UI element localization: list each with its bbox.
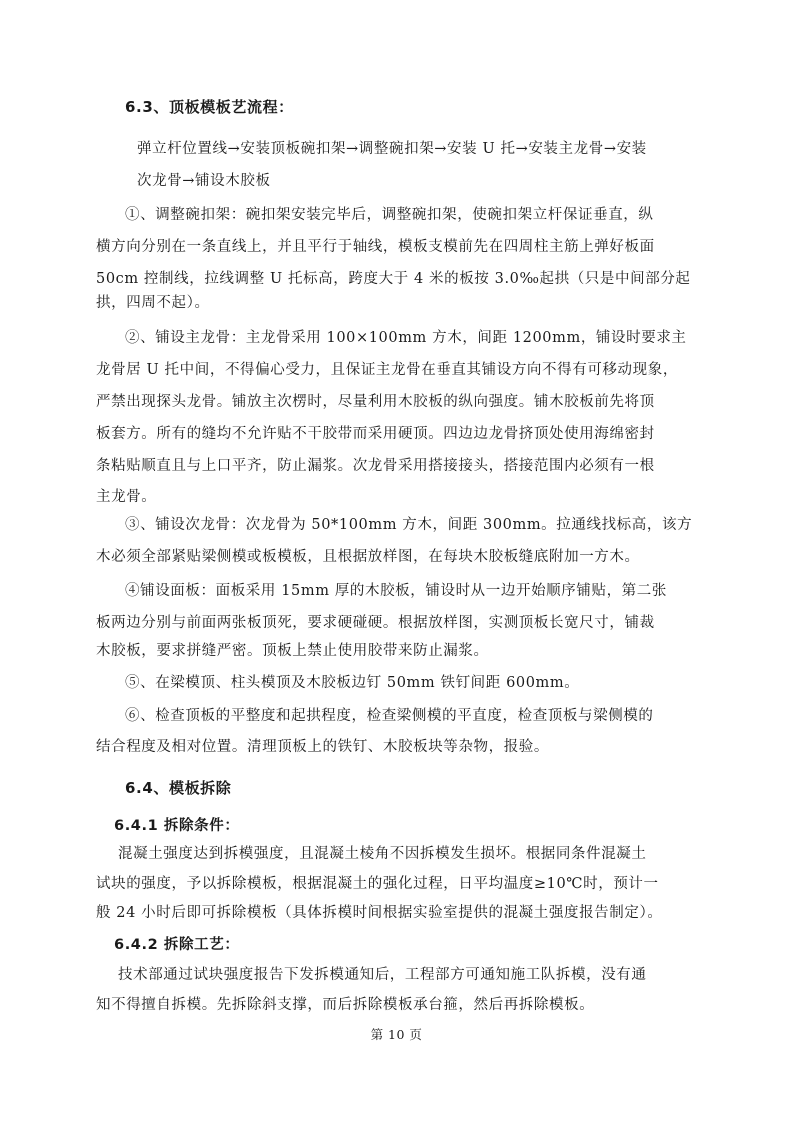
paragraph-2-line-2: 龙骨居 U 托中间，不得偏心受力，且保证主龙骨在垂直其铺设方向不得有可移动现象， [96, 362, 678, 378]
paragraph-6-line-2: 结合程度及相对位置。清理顶板上的铁钉、木胶板块等杂物，报验。 [96, 739, 549, 755]
removal-process-line-2: 知不得擅自拆模。先拆除斜支撑，而后拆除模板承台箍，然后再拆除模板。 [96, 997, 595, 1013]
page-number: 第 10 页 [370, 1027, 423, 1042]
removal-conditions-line-1: 混凝土强度达到拆模强度，且混凝土棱角不因拆模发生损坏。根据同条件混凝土 [118, 846, 647, 862]
paragraph-2-line-5: 条粘贴顺直且与上口平齐，防止漏浆。次龙骨采用搭接接头，搭接范围内必须有一根 [96, 458, 655, 474]
paragraph-4-line-2: 板两边分别与前面两张板顶死，要求硬碰硬。根据放样图，实测顶板长宽尺寸，铺裁 [96, 615, 655, 631]
paragraph-5-line-1: ⑤、在梁模顶、柱头模顶及木胶板边钉 50mm 铁钉间距 600mm。 [125, 675, 580, 691]
removal-conditions-line-3: 般 24 小时后即可拆除模板（具体拆模时间根据实验室提供的混凝土强度报告制定）。 [96, 905, 663, 921]
paragraph-1-line-1: ①、调整碗扣架：碗扣架安装完毕后，调整碗扣架，使碗扣架立杆保证垂直，纵 [125, 207, 654, 223]
flow-line-1: 弹立杆位置线→安装顶板碗扣架→调整碗扣架→安装 U 托→安装主龙骨→安装 [137, 141, 647, 157]
paragraph-4-line-3: 木胶板，要求拼缝严密。顶板上禁止使用胶带来防止漏浆。 [96, 643, 489, 659]
section-heading-6-4: 6.4、模板拆除 [125, 779, 232, 797]
section-heading-6-3: 6.3、顶板模板艺流程： [125, 98, 294, 116]
subsection-heading-6-4-2: 6.4.2 拆除工艺： [114, 937, 240, 953]
paragraph-2-line-3: 严禁出现探头龙骨。铺放主次楞时，尽量利用木胶板的纵向强度。铺木胶板前先将顶 [96, 394, 655, 410]
paragraph-1-line-4: 拱，四周不起）。 [96, 295, 210, 311]
paragraph-3-line-2: 木必须全部紧贴梁侧模或板模板，且根据放样图，在每块木胶板缝底附加一方木。 [96, 549, 640, 565]
paragraph-2-line-4: 板套方。所有的缝均不允许贴不干胶带而采用硬顶。四边边龙骨挤顶处使用海绵密封 [96, 426, 655, 442]
paragraph-1-line-3: 50cm 控制线，拉线调整 U 托标高，跨度大于 4 米的板按 3.0‰起拱（只是中间部分起 [96, 271, 691, 287]
paragraph-6-line-1: ⑥、检查顶板的平整度和起拱程度，检查梁侧模的平直度，检查顶板与梁侧模的 [125, 708, 654, 724]
removal-process-line-1: 技术部通过试块强度报告下发拆模通知后，工程部方可通知施工队拆模，没有通 [118, 967, 647, 983]
paragraph-2-line-6: 主龙骨。 [96, 489, 157, 505]
paragraph-3-line-1: ③、铺设次龙骨：次龙骨为 50*100mm 方木，间距 300mm。拉通线找标高，该方 [125, 517, 693, 533]
flow-line-2: 次龙骨→铺设木胶板 [137, 173, 271, 189]
paragraph-2-line-1: ②、铺设主龙骨：主龙骨采用 100×100mm 方木，间距 1200mm，铺设时要求主 [125, 330, 687, 346]
paragraph-4-line-1: ④铺设面板：面板采用 15mm 厚的木胶板，铺设时从一边开始顺序铺贴，第二张 [125, 583, 667, 599]
removal-conditions-line-2: 试块的强度，予以拆除模板，根据混凝土的强化过程，日平均温度≥10℃时，预计一 [96, 876, 659, 892]
subsection-heading-6-4-1: 6.4.1 拆除条件： [114, 818, 240, 834]
paragraph-1-line-2: 横方向分别在一条直线上，并且平行于轴线，模板支模前先在四周柱主筋上弹好板面 [96, 239, 655, 255]
